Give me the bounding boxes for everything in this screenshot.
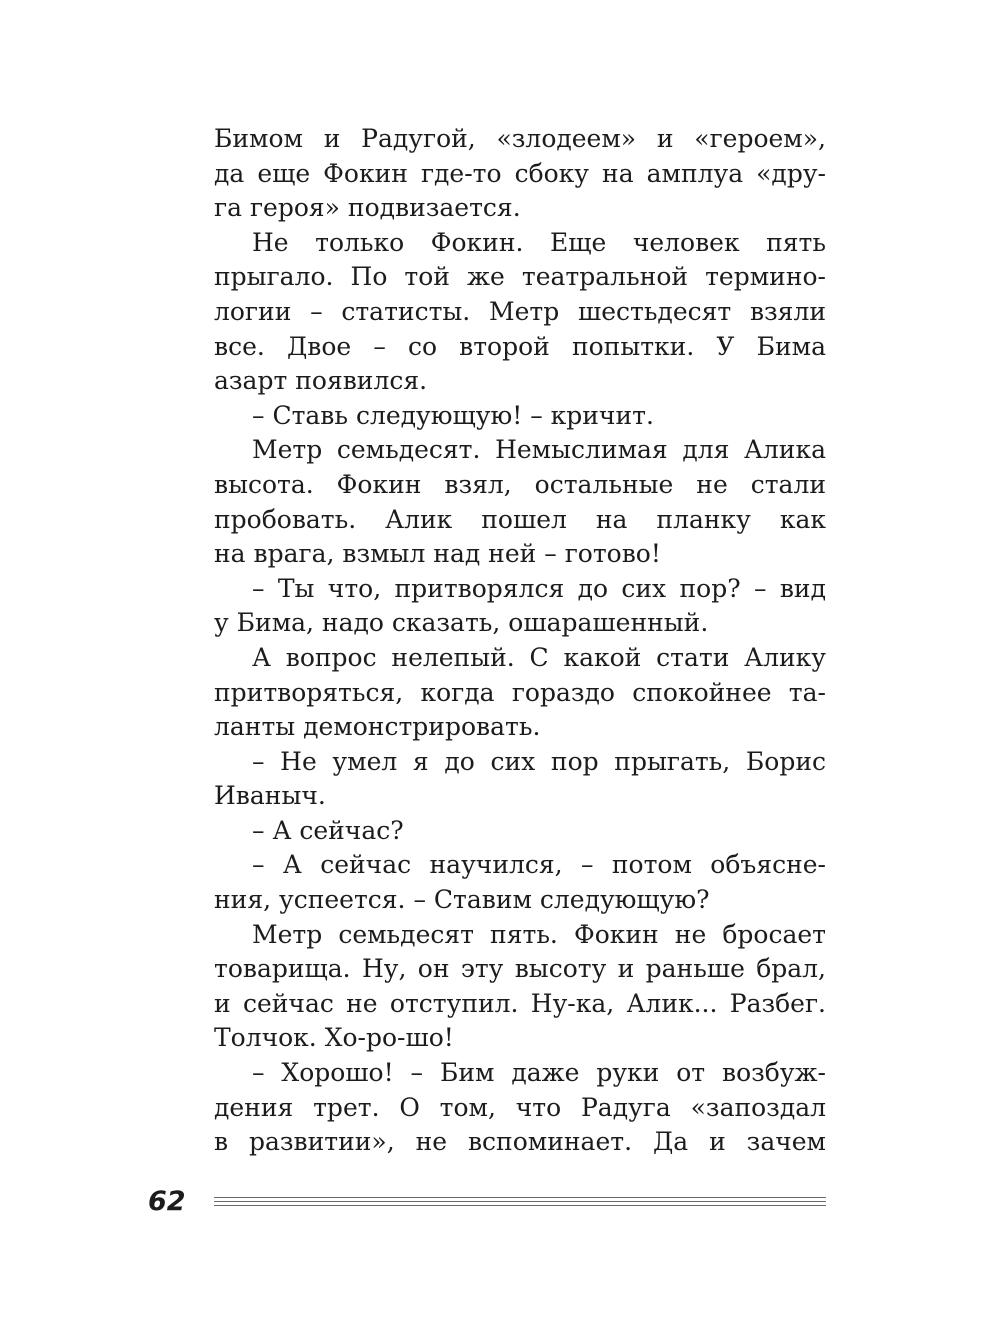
footer-rule xyxy=(214,1201,826,1202)
text-line: – Ты что, притворялся до сих пор? – вид xyxy=(252,573,826,603)
text-line: в развитии», не вспоминает. Да и зачем xyxy=(214,1127,826,1157)
text-line: азарт появился. xyxy=(214,366,428,396)
text-line: все. Двое – со второй попытки. У Бима xyxy=(214,331,826,361)
text-line: дения трет. О том, что Радуга «запоздал xyxy=(214,1092,826,1122)
text-line: Бимом и Радугой, «злодеем» и «героем», xyxy=(214,124,826,153)
text-line: у Бима, надо сказать, ошарашенный. xyxy=(214,608,709,638)
footer-rule xyxy=(214,1205,826,1206)
text-line: А вопрос нелепый. С какой стати Алику xyxy=(252,642,826,672)
text-line: – А сейчас научился, – потом объясне- xyxy=(252,850,826,880)
text-line: товарища. Ну, он эту высоту и раньше брал, xyxy=(214,954,826,984)
text-line: ланты демонстрировать. xyxy=(214,712,541,742)
text-line: – Ставь следующую! – кричит. xyxy=(252,400,654,430)
text-line: Иваныч. xyxy=(214,781,326,811)
footer-rule xyxy=(214,1197,826,1198)
text-line: на врага, взмыл над ней – готово! xyxy=(214,539,661,569)
text-line: притворяться, когда гораздо спокойнее та- xyxy=(214,677,826,707)
text-line: Толчок. Хо-ро-шо! xyxy=(214,1023,454,1053)
page-footer xyxy=(148,1184,828,1224)
text-line: да еще Фокин где-то сбоку на амплуа «дру- xyxy=(214,158,826,188)
text-line: и сейчас не отступил. Ну-ка, Алик... Разбег. xyxy=(214,988,826,1018)
text-line: – Не умел я до сих пор прыгать, Борис xyxy=(252,746,826,776)
text-line: га героя» подвизается. xyxy=(214,193,521,223)
text-line: Метр семьдесят пять. Фокин не бросает xyxy=(252,919,826,949)
text-line: пробовать. Алик пошел на планку как xyxy=(214,504,826,534)
text-line: ния, успеется. – Ставим следующую? xyxy=(214,885,710,915)
body-text xyxy=(214,122,826,1160)
text-line: прыгало. По той же театральной термино- xyxy=(214,262,826,292)
page-number: 62 xyxy=(148,1186,186,1217)
text-line: высота. Фокин взял, остальные не стали xyxy=(214,469,826,499)
text-line: Не только Фокин. Еще человек пять xyxy=(252,227,826,257)
text-line: Метр семьдесят. Немыслимая для Алика xyxy=(252,435,826,465)
text-line: логии – статисты. Метр шестьдесят взяли xyxy=(214,296,826,326)
text-line: – Хорошо! – Бим даже руки от возбуж- xyxy=(252,1058,826,1088)
text-line: – А сейчас? xyxy=(252,815,404,845)
